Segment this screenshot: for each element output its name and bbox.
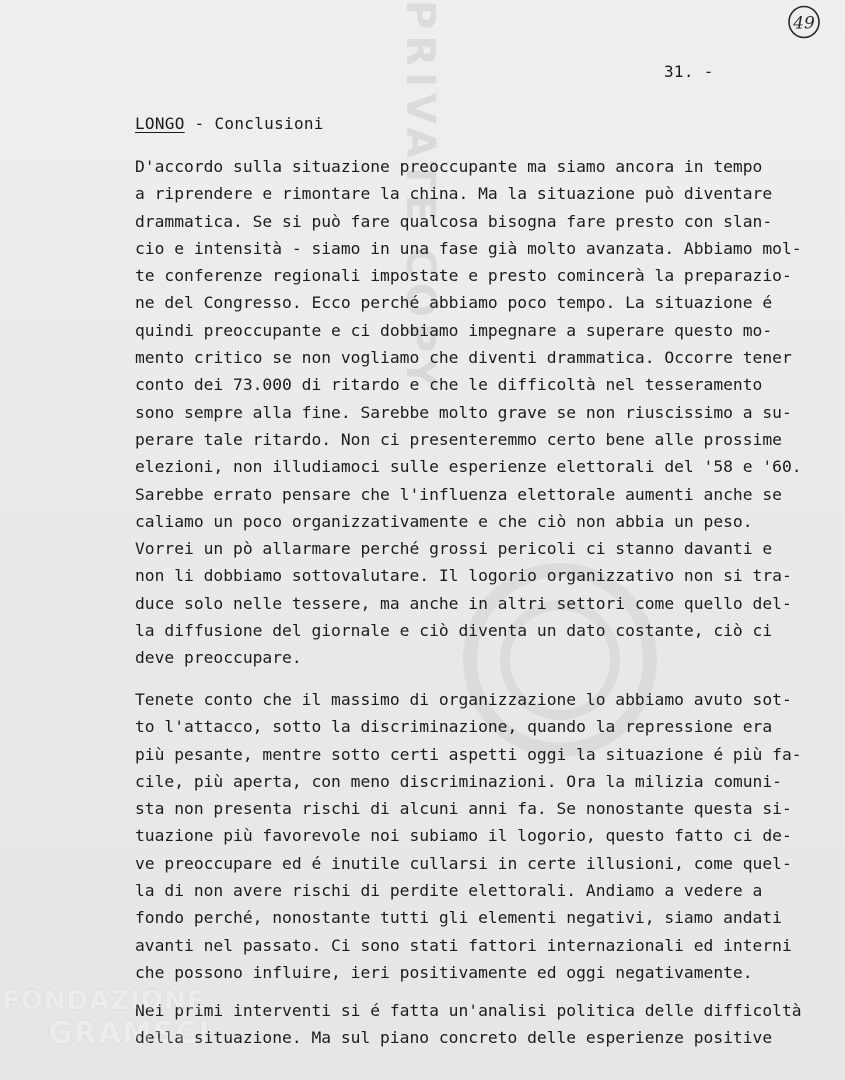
- text-line: tuazione più favorevole noi subiamo il logorio, questo fatto ci de-: [135, 826, 792, 846]
- text-line: deve preoccupare.: [135, 648, 302, 668]
- paragraph-1: [135, 153, 825, 672]
- text-line: della situazione. Ma sul piano concreto delle esperienze positive: [135, 1028, 773, 1048]
- text-line: che possono influire, ieri positivamente ed oggi negativamente.: [135, 962, 753, 982]
- heading-separator: -: [184, 114, 215, 133]
- text-line: fondo perché, nonostante tutti gli elementi negativi, siamo andati: [135, 908, 782, 928]
- paragraph-2: [135, 686, 825, 986]
- text-line: duce solo nelle tessere, ma anche in altri settori come quello del-: [135, 593, 792, 613]
- text-line: a riprendere e rimontare la china. Ma la situazione può diventare: [135, 184, 773, 204]
- section-heading: [135, 114, 324, 133]
- text-line: Nei primi interventi si é fatta un'analisi politica delle difficoltà: [135, 1001, 802, 1020]
- archive-number-stamp: [786, 4, 822, 40]
- heading-title: Conclusioni: [214, 114, 324, 133]
- text-line: Tenete conto che il massimo di organizzazione lo abbiamo avuto sot-: [135, 690, 792, 709]
- text-line: più pesante, mentre sotto certi aspetti oggi la situazione é più fa-: [135, 744, 802, 764]
- watermark-line-1: FONDAZIONE: [2, 986, 206, 1016]
- vertical-watermark: PRIVATE COPY: [397, 0, 443, 394]
- text-line: perare tale ritardo. Non ci presenteremmo certo bene alle prossime: [135, 429, 782, 449]
- text-line: Vorrei un pò allarmare perché grossi pericoli ci stanno davanti e: [135, 539, 773, 559]
- text-line: caliamo un poco organizzativamente e che ciò non abbia un peso.: [135, 511, 753, 531]
- text-line: Sarebbe errato pensare che l'influenza elettorale aumenti anche se: [135, 484, 782, 504]
- text-line: la diffusione del giornale e ciò diventa un dato costante, ciò ci: [135, 621, 773, 641]
- text-line: cile, più aperta, con meno discriminazioni. Ora la milizia comuni-: [135, 771, 782, 791]
- speaker-name: LONGO: [135, 114, 185, 133]
- text-line: cio e intensità - siamo in una fase già molto avanzata. Abbiamo mol-: [135, 238, 802, 258]
- text-line: to l'attacco, sotto la discriminazione, quando la repressione era: [135, 717, 773, 737]
- text-line: sta non presenta rischi di alcuni anni fa. Se nonostante questa si-: [135, 799, 792, 819]
- text-line: avanti nel passato. Ci sono stati fattori internazionali ed interni: [135, 935, 792, 955]
- watermark-line-2: GRAMSCI: [48, 1016, 211, 1051]
- text-line: mento critico se non vogliamo che diventi drammatica. Occorre tener: [135, 348, 792, 368]
- page-number: 31. -: [664, 62, 714, 81]
- archive-number: 49: [793, 13, 815, 34]
- text-line: D'accordo sulla situazione preoccupante ma siamo ancora in tempo: [135, 157, 763, 176]
- text-line: te conferenze regionali impostate e presto comincerà la preparazio-: [135, 266, 792, 286]
- text-line: ne del Congresso. Ecco perché abbiamo poco tempo. La situazione é: [135, 293, 773, 313]
- text-line: drammatica. Se si può fare qualcosa bisogna fare presto con slan-: [135, 211, 773, 231]
- text-line: non li dobbiamo sottovalutare. Il logorio organizzativo non si tra-: [135, 566, 792, 586]
- paragraph-3: [135, 997, 825, 1052]
- text-line: ve preoccupare ed é inutile cullarsi in certe illusioni, come quel-: [135, 853, 792, 873]
- text-line: quindi preoccupante e ci dobbiamo impegnare a superare questo mo-: [135, 320, 773, 340]
- text-line: conto dei 73.000 di ritardo e che le difficoltà nel tesseramento: [135, 375, 763, 395]
- text-line: elezioni, non illudiamoci sulle esperienze elettorali del '58 e '60.: [135, 457, 802, 477]
- text-line: sono sempre alla fine. Sarebbe molto grave se non riuscissimo a su-: [135, 402, 792, 422]
- text-line: la di non avere rischi di perdite elettorali. Andiamo a vedere a: [135, 881, 763, 901]
